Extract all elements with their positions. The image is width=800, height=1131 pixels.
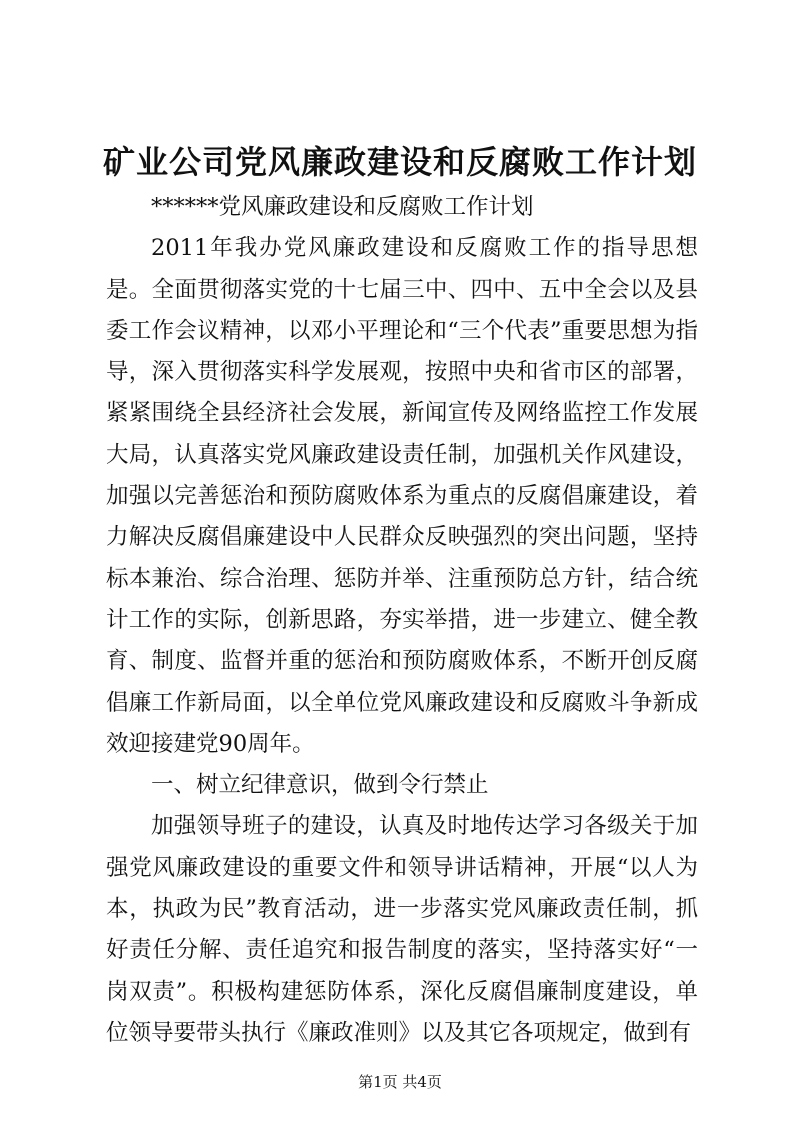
document-body	[106, 187, 698, 1054]
section-heading-1: 一、树立纪律意识，做到令行禁止	[151, 772, 489, 799]
paragraph-subtitle: ******党风廉政建设和反腐败工作计划	[151, 194, 534, 220]
paragraph-guiding-thought: 2011年我办党风廉政建设和反腐败工作的指导思想是。全面贯彻落实党的十七届三中、四中、五中全会以及县委工作会议精神，以邓小平理论和“三个代表”重要思想为指导，深入贯彻落实科学发展观，按照中央和省市区的部署，紧紧围绕全县经济社会发展，新闻宣传及网络监控工作发展大局，认真落实党风廉政建设责任制，加强机关作风建设，加强以完善惩治和预防腐败体系为重点的反腐倡廉建设，着力解决反腐倡廉建设中人民群众反映强烈的突出问题，坚持标本兼治、综合治理、惩防并举、注重预防总方针，结合统计工作的实际，创新思路，夯实举措，进一步建立、健全教育、制度、监督并重的惩治和预防腐败体系，不断开创反腐倡廉工作新局面，以全单位党风廉政建设和反腐败斗争新成效迎接建党90周年。	[106, 235, 698, 757]
page-number-footer: 第1页 共4页	[358, 1073, 442, 1091]
paragraph-leadership: 加强领导班子的建设，认真及时地传达学习各级关于加强党风廉政建设的重要文件和领导讲话精神，开展“以人为本，执政为民”教育活动，进一步落实党风廉政责任制，抓好责任分解、责任追究和报告制度的落实，坚持落实好“一岗双责”。积极构建惩防体系，深化反腐倡廉制度建设，单位领导要带头执行《廉政准则》以及其它各项规定，做到有	[106, 813, 698, 1046]
document-title: 矿业公司党风廉政建设和反腐败工作计划	[102, 143, 697, 181]
